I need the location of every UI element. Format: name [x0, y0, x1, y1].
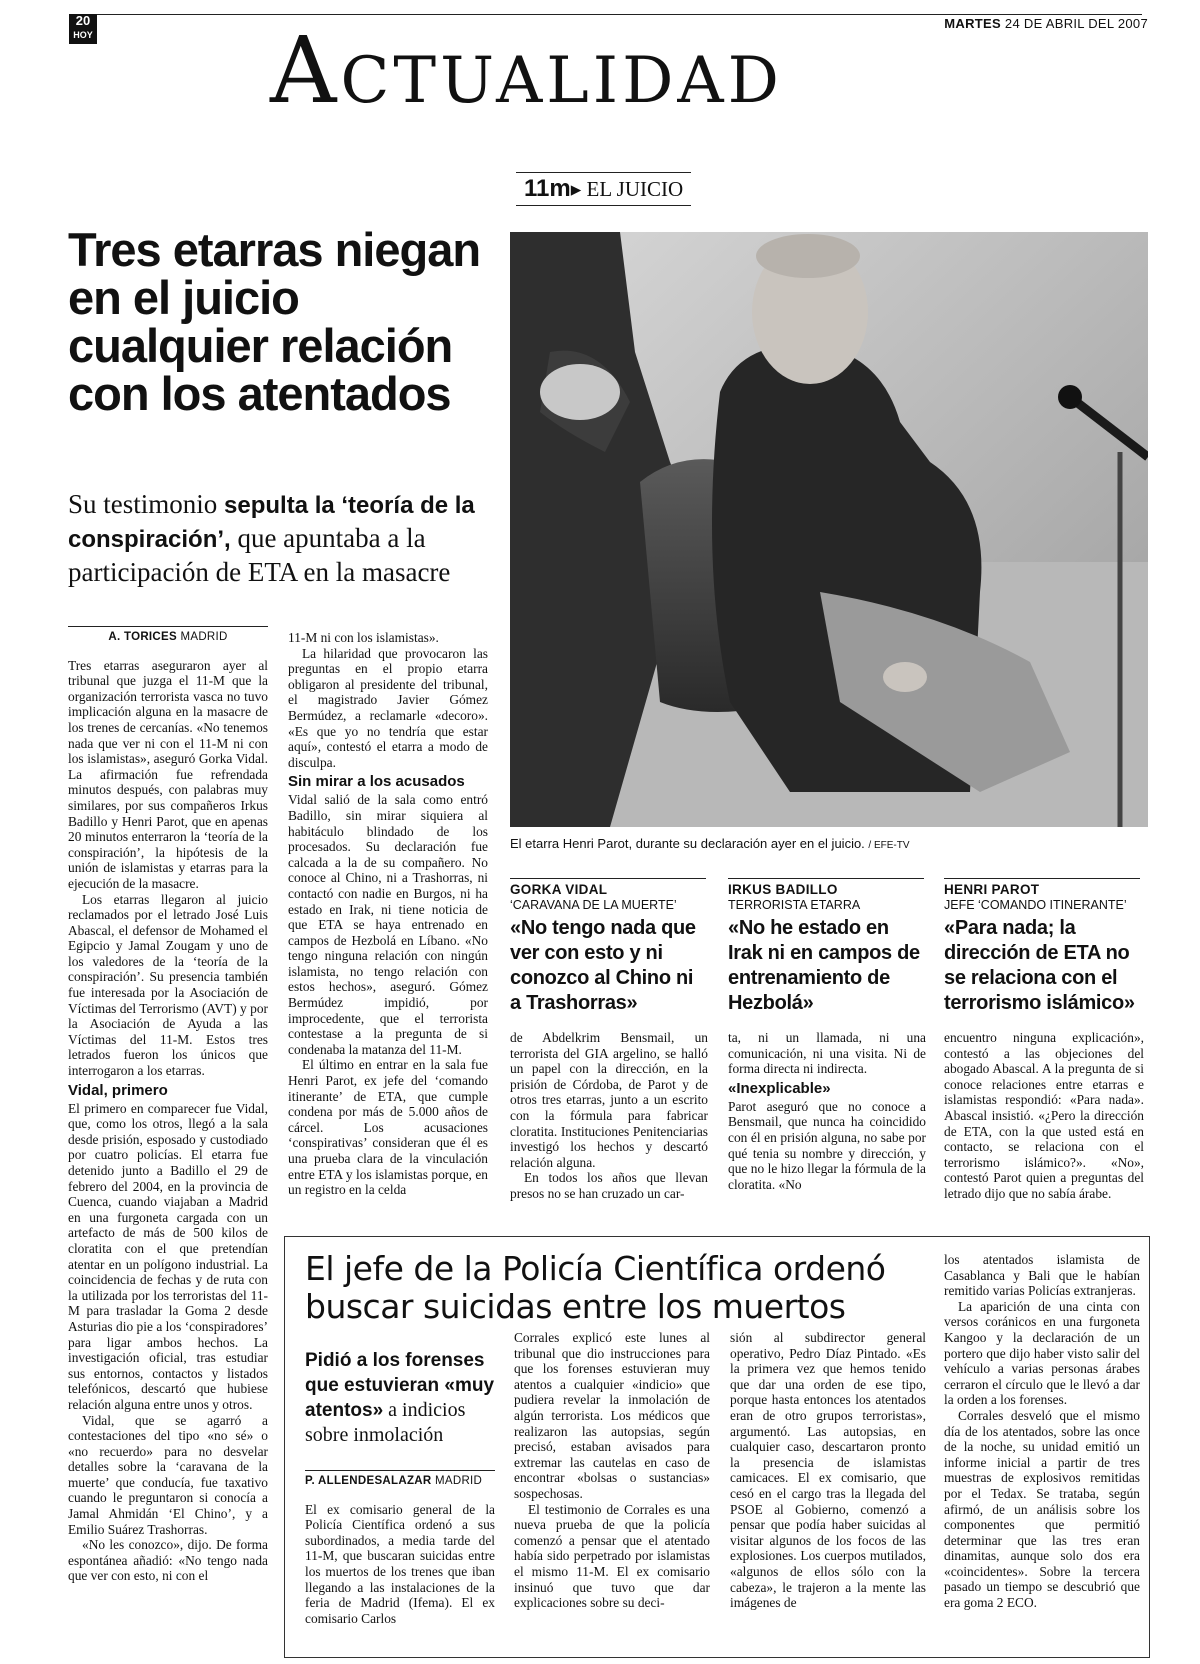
page-number-box	[69, 14, 97, 44]
article-column-3	[510, 1030, 708, 1202]
secondary-subhead	[305, 1348, 495, 1448]
date-text: 24 DE ABRIL DEL 2007	[1004, 16, 1148, 31]
photo-illustration	[510, 232, 1148, 827]
byline-place: MADRID	[435, 1475, 483, 1487]
byline-author: A. TORICES	[108, 631, 177, 643]
paragraph: El primero en comparecer fue Vidal, que, como los otros, llegó a la sala desde prisión, esposado y custodiado por cuatro policías. El etarra fue detenido junto a Badillo el 29 de febrero del 2004, en la provincia de Cuenca, cuando viajaban a Madrid en una furgoneta cargada con un artefacto de más de 500 kilos de cloratita con el que pretendían atentar en un polígono industrial. La coincidencia de fechas y de ruta con la utilizada por los terroristas del 11-M para trasladar la Goma 2 desde Asturias dio pie a los ‘conspiradores’ para ligar ambos hechos. La investigación oficial, tras estudiar sus entornos, contactos y listados telefónicos, descartó que hubiese relación alguna entre unos y otros.	[68, 1100, 268, 1412]
paragraph: Parot aseguró que no conoce a Bensmail, que nunca ha coincidido con él en prisión alguna, no sabe por qué tenia su nombre y dirección, y que no le hizo llegar la fórmula de la cloratita. «No	[728, 1098, 926, 1192]
kicker-arrow: ▸	[570, 177, 582, 201]
paragraph: «No les conozco», dijo. De forma espontánea añadió: «No tengo nada que ver con esto, ni con el	[68, 1537, 268, 1584]
secondary-subhead-rest: a indicios sobre inmolación	[305, 1399, 466, 1446]
quote-text: «Para nada; la dirección de ETA no se relaciona con el terrorismo islámico»	[944, 917, 1135, 1014]
section-kicker	[516, 172, 691, 206]
paragraph: En todos los años que llevan presos no se han cruzado un car-	[510, 1170, 708, 1201]
subhead-part-1: Su testimonio	[68, 489, 225, 519]
quote-name: HENRI PAROT	[944, 878, 1140, 897]
paragraph: El ex comisario general de la Policía Científica ordenó a sus subordinados, a media tarde del 11-M, que buscaran suicidas entre los muertos de los trenes que iban llegando a las instalaciones de la feria de Madrid (Ifema). El ex comisario Carlos	[305, 1501, 495, 1626]
quote-role: TERRORISTA ETARRA	[728, 898, 861, 912]
article-column-1	[68, 626, 268, 1584]
paragraph: La aparición de una cinta con versos coránicos en una furgoneta Kangoo y la declaración de un portero que dijo haber visto salir del vehículo a varias personas árabes cerraron el círculo que le llevó a dar la orden a los forenses.	[944, 1298, 1140, 1408]
article-column-5	[944, 1030, 1144, 1202]
byline-author: P. ALLENDESALAZAR	[305, 1475, 432, 1487]
photo-credit: / EFE-TV	[868, 840, 910, 851]
paragraph: Corrales desveló que el mismo día de los atentados, sobre las once de la noche, su unidad emitió un informe inicial a partir de tres muestras de explosivos remitidas por el Tedax. Se trataba, según afirmó, de un análisis sobre los componentes que permitió determinar que las tres eran dinamitas, aunque solo dos era «coincidentes». Sobre la tercera pasado un tiempo se descubrió que era goma 2 ECO.	[944, 1407, 1140, 1611]
paragraph: Tres etarras aseguraron ayer al tribunal que juzga el 11-M que la organización terrorista vasca no tuvo implicación alguna en la masacre de los trenes de cercanías. «No tenemos nada que ver ni con el 11-M ni con los islamistas», aseguró Gorka Vidal. La afirmación fue refrendada minutos después, con palabras muy similares, por sus compañeros Irkus Badillo y Henri Parot, que en apenas 20 minutos enterraron la ‘teoría de la conspiración’, la hipótesis de la unión de islamistas y etarras para la ejecución de la masacre.	[68, 657, 268, 891]
paragraph: sión al subdirector general operativo, Pedro Díaz Pintado. «Es la primera vez que hemos tenido que dar una orden de ese tipo, porque hasta entonces los atentados eran de otro grupos terroristas», argumentó. Las autopsias, en cualquier caso, descartaron pronto la presencia de islamistas camicaces. El ex comisario, que cesó en el cargo tras la llegada del PSOE al Gobierno, comenzó a pensar que podía haber suicidas al visitar algunos de los focos de las explosiones. Los cuerpos mutilados, «algunos de ellos sólo con la cabeza», le trajeron a la mente las imágenes de	[730, 1330, 926, 1611]
kicker-text: EL JUICIO	[586, 177, 684, 201]
secondary-headline: El jefe de la Policía Científica ordenó buscar suicidas entre los muertos	[305, 1249, 886, 1326]
quote-box	[510, 878, 706, 1016]
secondary-column-4	[944, 1252, 1140, 1611]
quote-name: GORKA VIDAL	[510, 878, 706, 897]
article-column-2	[288, 630, 488, 1198]
paragraph: ta, ni un llamada, ni una comunicación, ni una visita. Ni de forma directa ni indirecta.	[728, 1030, 926, 1077]
paragraph: Los etarras llegaron al juicio reclamados por el letrado José Luis Abascal, el defensor de Mohamed el Egipcio y Jamal Zougam y uno de los valedores de la ‘teoría de la conspiración’. Su presencia también fue interesada por la Asociación de Víctimas del Terrorismo (AVT) y por la Asociación de Ayuda a las Víctimas del 11-M. Estos tres letrados fueron los únicos que interrogaron a los etarras.	[68, 891, 268, 1079]
paragraph: Vidal salió de la sala como entró Badillo, sin mirar siquiera al habitáculo blindado de los procesados. Su declaración fue calcada a la de su compañero. No conoce al Chino, ni a Trashorras, ni contactó con nadie en Burgos, ni ha estado en Irak, ni tiene noticia de que ETA se haya entrenado en campos de Hezbolá en Líbano. «No tengo ninguna relación con ningún islamista, no tengo relación con estos hechos», aseguró. Gómez Bermúdez impidió, por improcedente, que el terrorista contestase a la pregunta de si condenaba la matanza del 11-M.	[288, 792, 488, 1057]
dateline	[944, 16, 1148, 31]
secondary-column-2	[514, 1330, 710, 1611]
paragraph: Corrales explicó este lunes al tribunal que dio instrucciones para que los forenses estuvieran muy atentos a cualquier «indicio» que pudiera revelar la inmolación de algún terrorista. Los médicos que realizaron las autopsias, según precisó, estaban avisados para extremar las cautelas en caso de encontrar «bolsas o sustancias» sospechosas.	[514, 1330, 710, 1501]
subheading: Sin mirar a los acusados	[288, 773, 465, 791]
byline	[305, 1470, 495, 1490]
paragraph: Vidal, que se agarró a contestaciones del tipo «no sé» o «no recuerdo» para no desvelar detalles sobre la ‘caravana de la muerte’ que conducía, fue taxativo cuando le preguntaron si conocía a Jamal Ahmidán ‘El Chino’, y a Emilio Suárez Trashorras.	[68, 1412, 268, 1537]
subheading: «Inexplicable»	[728, 1079, 831, 1097]
caption-text: El etarra Henri Parot, durante su declaración ayer en el juicio.	[510, 836, 865, 851]
quote-name: IRKUS BADILLO	[728, 878, 924, 897]
byline	[68, 626, 268, 646]
photo-caption	[510, 836, 1150, 851]
quote-text: «No tengo nada que ver con esto y ni conozco al Chino ni a Trashorras»	[510, 917, 696, 1014]
page-number: 20	[75, 13, 91, 28]
news-photo	[510, 232, 1148, 827]
paragraph: La hilaridad que provocaron las preguntas en el propio etarra obligaron al presidente del tribunal, el magistrado Javier Gómez Bermúdez, a reclamarle «decoro». «Es que yo no tendría que estar aquí», contestó el etarra a modo de disculpa.	[288, 645, 488, 770]
byline-place: MADRID	[180, 631, 228, 643]
main-headline: Tres etarras niegan en el juicio cualquier relación con los atentados	[68, 223, 481, 420]
paper-name: HOY	[73, 30, 93, 40]
paragraph: encuentro ninguna explicación», contestó a las objeciones del abogado Abascal. A la pregunta de si conoce relaciones entre etarras e islamistas respondió: «Para nada». Abascal insistió. «¿Pero la dirección de ETA, con la que usted está en contacto, se relaciona con el terrorismo islámico?». «No», contestó Parot quien a preguntas del letrado dijo que no sabía árabe.	[944, 1030, 1144, 1201]
section-title: Actualidad	[270, 17, 783, 124]
quote-text: «No he estado en Irak ni en campos de entrenamiento de Hezbolá»	[728, 917, 920, 1014]
paragraph: El último en entrar en la sala fue Henri Parot, ex jefe del ‘comando itinerante’ de ETA, que cumple condena por más de 5.000 años de cárcel. Los acusaciones ‘conspirativas’ consideran que él es una prueba clara de la vinculación entre ETA y los islamistas porque, en un registro en la celda	[288, 1057, 488, 1198]
main-subhead	[68, 488, 498, 588]
subhead-bold: sepulta la ‘teoría de la conspiración’,	[68, 492, 475, 553]
subheading: Vidal, primero	[68, 1081, 168, 1099]
kicker-logo: 11m	[524, 175, 571, 202]
quote-role: JEFE ‘COMANDO ITINERANTE’	[944, 898, 1127, 912]
date-day: MARTES	[944, 16, 1001, 31]
quote-role: ‘CARAVANA DE LA MUERTE’	[510, 898, 677, 912]
secondary-column-3	[730, 1330, 926, 1611]
paragraph: los atentados islamista de Casablanca y Bali que le habían remitido varias Policías extranjeras.	[944, 1252, 1140, 1299]
paragraph: 11-M ni con los islamistas».	[288, 630, 439, 645]
article-column-4	[728, 1030, 926, 1192]
header-rule	[70, 14, 1142, 15]
paragraph: El testimonio de Corrales es una nueva prueba de que la policía comenzó a pensar que el atentado había sido perpetrado por islamistas el mismo 11-M. El ex comisario insinuó que tuvo que dar explicaciones sobre su deci-	[514, 1501, 710, 1611]
secondary-subhead-bold: Pidió a los forenses que estuvieran «muy atentos»	[305, 1350, 495, 1421]
quote-box	[728, 878, 924, 1016]
secondary-column-1	[305, 1470, 495, 1626]
subhead-part-2: que apuntaba a la participación de ETA en la masacre	[68, 523, 451, 587]
paragraph: de Abdelkrim Bensmail, un terrorista del GIA argelino, se halló un papel con la dirección, en la prisión de Córdoba, de Parot y de otros tres etarras, junto a un escrito con la fórmula para fabricar cloratita. Instituciones Penitenciarias investigó los hechos y descartó relación alguna.	[510, 1030, 708, 1170]
quote-box	[944, 878, 1140, 1016]
